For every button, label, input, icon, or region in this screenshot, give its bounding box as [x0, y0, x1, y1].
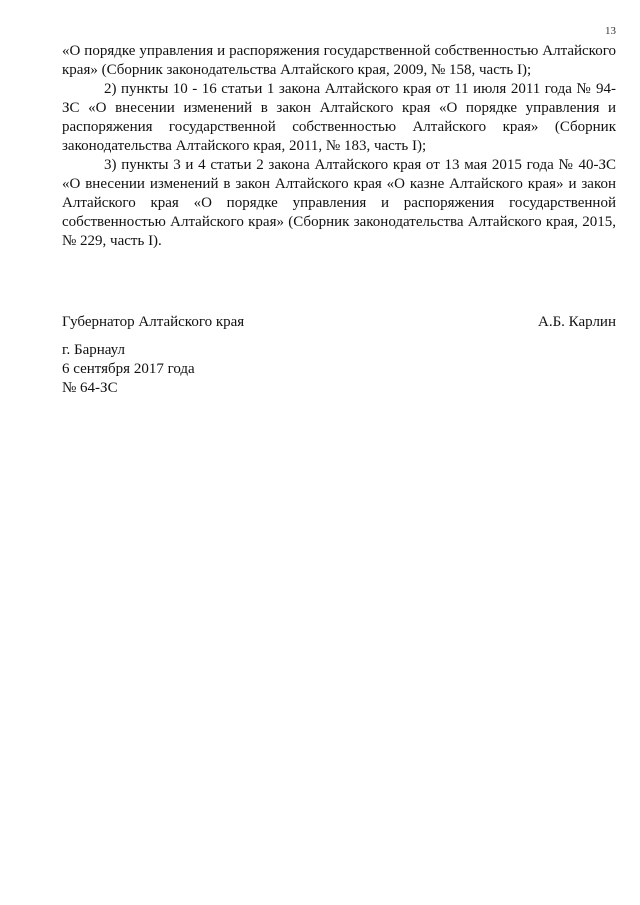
document-number: № 64-ЗС: [62, 380, 118, 396]
page-number: 13: [605, 25, 616, 37]
signatory-name: А.Б. Карлин: [537, 314, 616, 330]
paragraph-item-2: 2) пункты 10 - 16 статьи 1 закона Алтайского края от 11 июля 2011 года № 94-ЗС «О внесении изменений в закон Алтайского края «О порядке управления и распоряжения государственной собственностью Алтайского края» (Сборник законодательства Алтайского края, 2011, № 183, часть I);: [62, 81, 616, 154]
signature-row: [62, 313, 616, 332]
place-date-block: [62, 341, 195, 398]
document-body: [62, 42, 616, 251]
paragraph-continuation: «О порядке управления и распоряжения государственной собственностью Алтайского края» (Сборник законодательства Алтайского края, 2009, № 158, часть I);: [62, 43, 616, 78]
signatory-position: Губернатор Алтайского края: [62, 314, 245, 330]
document-date: 6 сентября 2017 года: [62, 361, 195, 377]
paragraph-item-3: 3) пункты 3 и 4 статьи 2 закона Алтайского края от 13 мая 2015 года № 40-ЗС «О внесении изменений в закон Алтайского края «О казне Алтайского края» и закон Алтайского края «О порядке управления и распоряжения государственной собственностью Алтайского края» (Сборник законодательства Алтайского края, 2015, № 229, часть I).: [62, 157, 616, 249]
city: г. Барнаул: [62, 342, 125, 358]
